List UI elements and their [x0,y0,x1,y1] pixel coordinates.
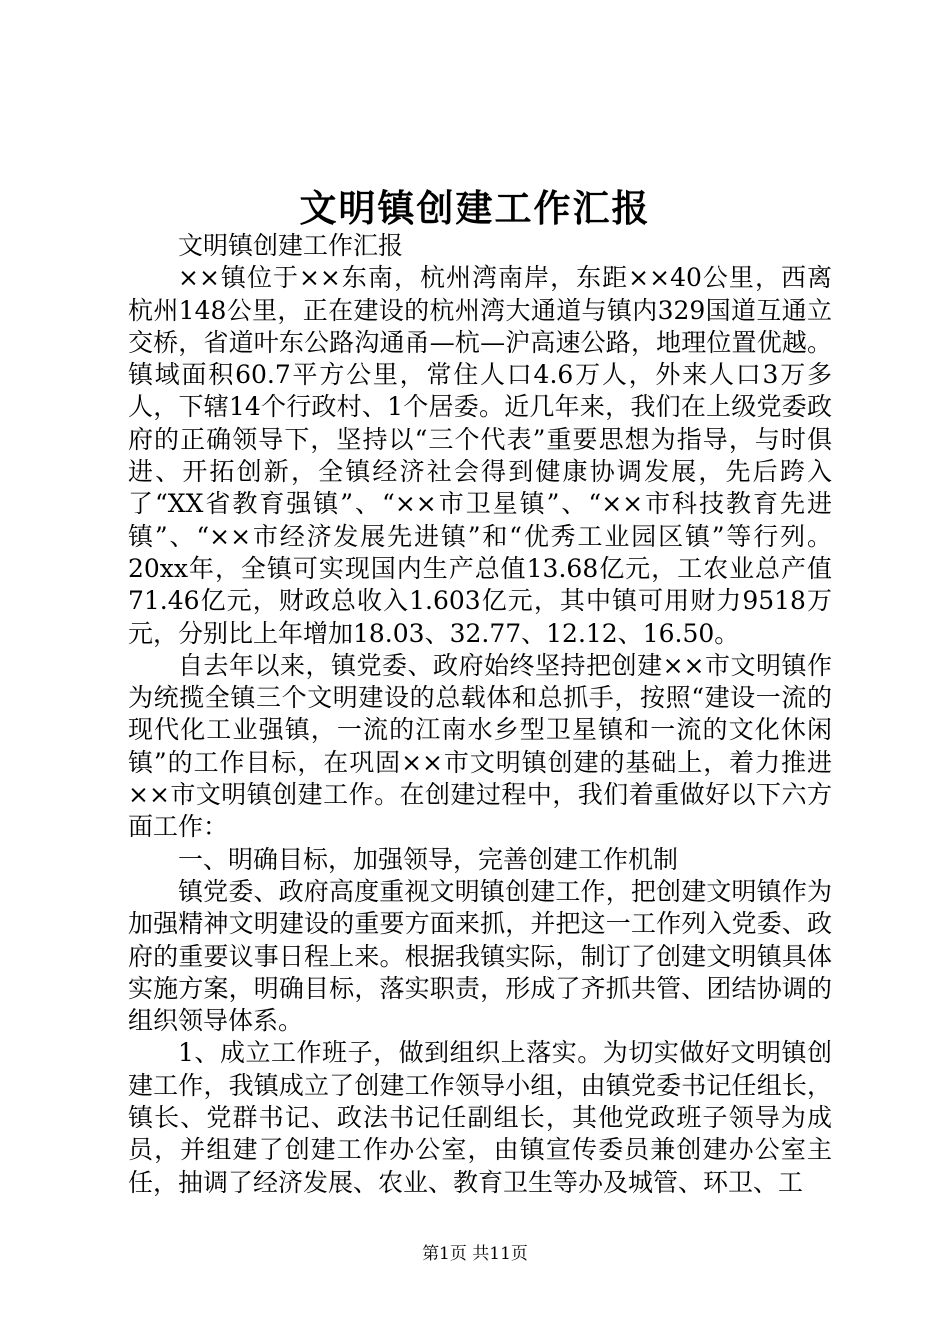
paragraph-leadership: 镇党委、政府高度重视文明镇创建工作，把创建文明镇作为加强精神文明建设的重要方面来抓，并把这一工作列入党委、政府的重要议事日程上来。根据我镇实际，制订了创建文明镇具体实施方案，明确目标，落实职责，形成了齐抓共管、团结协调的组织领导体系。 [128,876,832,1036]
paragraph-goals: 自去年以来，镇党委、政府始终坚持把创建××市文明镇作为统揽全镇三个文明建设的总载体和总抓手，按照“建设一流的现代化工业强镇，一流的江南水乡型卫星镇和一流的文化休闲镇”的工作目标，在巩固××市文明镇创建的基础上，着力推进××市文明镇创建工作。在创建过程中，我们着重做好以下六方面工作： [128,650,832,842]
section-heading-one: 一、明确目标，加强领导，完善创建工作机制 [178,844,679,874]
document-title: 文明镇创建工作汇报 [299,186,651,230]
document-body [128,230,832,1199]
paragraph-overview: ××镇位于××东南，杭州湾南岸，东距××40公里，西离杭州148公里，正在建设的杭州湾大通道与镇内329国道互通立交桥，省道叶东公路沟通甬—杭—沪高速公路，地理位置优越。镇域面积60.7平方公里，常住人口4.6万人，外来人口3万多人，下辖14个行政村、1个居委。近几年来，我们在上级党委政府的正确领导下，坚持以“三个代表”重要思想为指导，与时俱进、开拓创新，全镇经济社会得到健康协调发展，先后跨入了“XX省教育强镇”、“××市卫星镇”、“××市科技教育先进镇”、“××市经济发展先进镇”和“优秀工业园区镇”等行列。20xx年，全镇可实现国内生产总值13.68亿元，工农业总产值71.46亿元，财政总收入1.603亿元，其中镇可用财力9518万元，分别比上年增加18.03、32.77、12.12、16.50。 [128,263,832,648]
paragraph-subtitle: 文明镇创建工作汇报 [178,231,404,260]
paragraph-team: 1、成立工作班子，做到组织上落实。为切实做好文明镇创建工作，我镇成立了创建工作领导小组，由镇党委书记任组长，镇长、党群书记、政法书记任副组长，其他党政班子领导为成员，并组建了创建工作办公室，由镇宣传委员兼创建办公室主任，抽调了经济发展、农业、教育卫生等办及城管、环卫、工 [128,1038,832,1197]
page-number-footer: 第1页 共11页 [422,1244,528,1264]
